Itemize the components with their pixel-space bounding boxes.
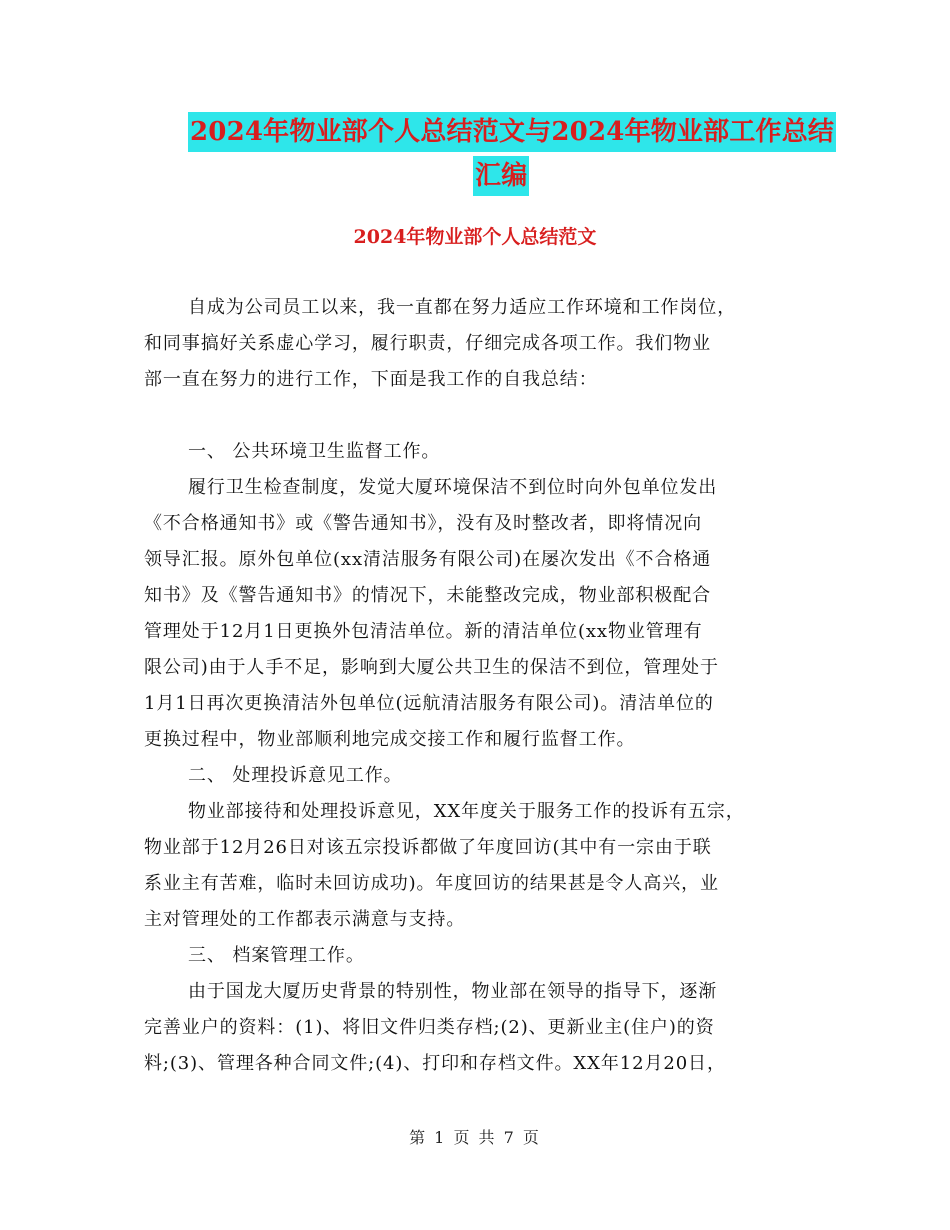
title-line-1: 2024年物业部个人总结范文与2024年物业部工作总结 <box>188 112 836 152</box>
section-heading-2: 二、 处理投诉意见工作。 <box>188 765 403 786</box>
paragraph-line: 物业部于12月26日对该五宗投诉都做了年度回访(其中有一宗由于联 <box>144 837 712 858</box>
title-line-2: 汇编 <box>473 156 529 196</box>
paragraph-line: 自成为公司员工以来，我一直都在努力适应工作环境和工作岗位， <box>188 297 737 318</box>
paragraph-line: 《不合格通知书》或《警告通知书》，没有及时整改者，即将情况向 <box>144 513 702 534</box>
paragraph-line: 更换过程中，物业部顺利地完成交接工作和履行监督工作。 <box>144 729 636 750</box>
section-heading-1: 一、 公共环境卫生监督工作。 <box>188 441 441 462</box>
paragraph-line: 知书》及《警告通知书》的情况下，未能整改完成，物业部积极配合 <box>144 585 711 606</box>
paragraph-line: 系业主有苦难，临时未回访成功)。年度回访的结果甚是令人高兴，业 <box>144 873 719 894</box>
paragraph-line: 主对管理处的工作都表示满意与支持。 <box>144 909 466 930</box>
paragraph-line: 完善业户的资料：(1)、将旧文件归类存档;(2)、更新业主(住户)的资 <box>144 1017 715 1038</box>
paragraph-line: 物业部接待和处理投诉意见，XX年度关于服务工作的投诉有五宗， <box>188 801 745 822</box>
paragraph-line: 部一直在努力的进行工作，下面是我工作的自我总结： <box>144 369 598 390</box>
section-heading: 2024年物业部个人总结范文 <box>353 226 597 248</box>
paragraph-line: 领导汇报。原外包单位(xx清洁服务有限公司)在屡次发出《不合格通 <box>144 549 712 570</box>
paragraph-line: 由于国龙大厦历史背景的特别性，物业部在领导的指导下，逐渐 <box>188 981 718 1002</box>
document-body <box>144 290 820 1082</box>
paragraph-line: 料;(3)、管理各种合同文件;(4)、打印和存档文件。XX年12月20日， <box>144 1053 726 1074</box>
page-number-footer: 第 1 页 共 7 页 <box>409 1128 541 1147</box>
section-heading-3: 三、 档案管理工作。 <box>188 945 365 966</box>
paragraph-line: 和同事搞好关系虚心学习，履行职责，仔细完成各项工作。我们物业 <box>144 333 711 354</box>
paragraph-line: 限公司)由于人手不足，影响到大厦公共卫生的保洁不到位，管理处于 <box>144 657 719 678</box>
paragraph-line: 1月1日再次更换清洁外包单位(远航清洁服务有限公司)。清洁单位的 <box>144 693 714 714</box>
paragraph-line: 管理处于12月1日更换外包清洁单位。新的清洁单位(xx物业管理有 <box>144 621 703 642</box>
paragraph-gap <box>144 398 820 434</box>
paragraph-line: 履行卫生检查制度，发觉大厦环境保洁不到位时向外包单位发出 <box>188 477 718 498</box>
